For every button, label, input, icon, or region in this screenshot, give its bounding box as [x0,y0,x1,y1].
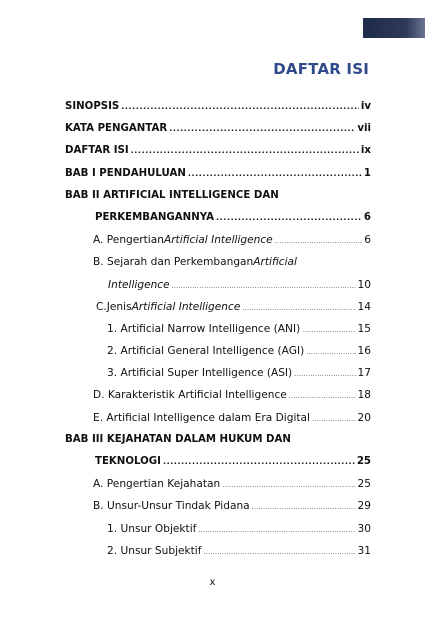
toc-dot-leader [121,96,359,118]
toc-page-number: 31 [357,544,371,557]
toc-page-number: 25 [356,456,371,467]
toc-page-number: 14 [357,300,371,313]
toc-entry-label: A. Pengertian Kejahatan [93,478,221,491]
toc-dot-leader [172,276,356,298]
toc-entry-label: D. Karakteristik Artificial Intelligence [93,389,287,402]
toc-entry-label: TEKNOLOGI [95,456,161,467]
toc-entry-label: 2. Unsur Subjektif [107,544,202,557]
toc-entry [65,451,371,473]
toc-page-number: 29 [357,500,371,513]
toc-entry [65,207,371,229]
toc-entry-label: B. Unsur-Unsur Tindak Pidana [93,500,250,513]
toc-entry [65,274,371,296]
toc-dot-leader [188,163,362,185]
toc-dot-leader [131,140,359,162]
toc-dot-leader [312,409,356,431]
toc-entry [65,229,371,251]
toc-entry-label: KATA PENGANTAR [65,123,168,135]
toc-entry-label: E. Artificial Intelligence dalam Era Digital [93,411,310,424]
toc-dot-leader [306,342,355,364]
toc-entry [65,163,371,185]
toc-entry [65,140,371,162]
toc-entry-label: 2. Artificial General Intelligence (AGI) [107,345,305,358]
table-of-contents [65,96,371,562]
toc-entry [65,340,371,362]
toc-entry-label: B. Sejarah dan Perkembangan [93,256,254,269]
toc-entry-label: BAB I PENDAHULUAN [65,167,186,179]
toc-entry [65,185,371,207]
toc-page-number: ix [360,145,371,157]
toc-entry [65,429,371,451]
toc-entry-label: 1. Artificial Narrow Intelligence (ANI) [107,322,301,335]
toc-page-number: 16 [357,345,371,358]
toc-entry-label-italic: Artificial Intelligence [163,234,273,247]
toc-entry-label: 3. Artificial Super Intelligence (ASI) [107,367,293,380]
toc-entry [65,384,371,406]
toc-entry-label: SINOPSIS [65,101,120,112]
toc-dot-leader [169,118,355,140]
toc-page-number: vii [357,123,371,135]
toc-entry [65,318,371,340]
toc-entry [65,118,371,140]
toc-entry-label: DAFTAR ISI [65,145,129,157]
toc-dot-leader [198,520,355,542]
toc-entry-label-italic: Artificial Intelligence [131,300,241,313]
toc-page-number: 1 [363,167,371,179]
toc-dot-leader [275,231,363,253]
toc-dot-leader [302,320,355,342]
toc-entry-label: A. Pengertian [93,234,164,247]
page-number: x [209,577,216,588]
toc-entry [65,251,371,273]
toc-entry [65,518,371,540]
toc-dot-leader [216,207,362,229]
toc-page-number: 6 [364,234,371,247]
toc-entry-label: BAB III KEJAHATAN DALAM HUKUM DAN [65,433,291,445]
toc-dot-leader [294,364,355,386]
toc-entry [65,495,371,517]
toc-page-number: 30 [357,522,371,535]
toc-page-number: iv [360,101,371,112]
page-title: DAFTAR ISI [273,60,369,78]
toc-page-number: 18 [357,389,371,402]
toc-page-number: 17 [357,367,371,380]
toc-entry-label: PERKEMBANGANNYA [95,211,215,223]
toc-entry [65,362,371,384]
toc-dot-leader [242,298,355,320]
toc-entry [65,473,371,495]
toc-dot-leader [289,386,356,408]
toc-page-number: 15 [357,322,371,335]
toc-entry [65,96,371,118]
toc-dot-leader [204,542,356,564]
toc-dot-leader [222,475,355,497]
toc-entry-label: C.Jenis [96,300,132,313]
toc-entry [65,407,371,429]
toc-entry-label: BAB II ARTIFICIAL INTELLIGENCE DAN [65,189,279,201]
toc-dot-leader [163,451,355,473]
toc-entry-label: 1. Unsur Objektif [107,522,197,535]
toc-entry-label-italic: Intelligence [108,278,170,291]
toc-dot-leader [252,497,356,519]
toc-page-number: 6 [363,211,371,223]
toc-entry-label-italic: Artificial [253,256,297,269]
toc-page-number: 10 [357,278,371,291]
toc-page-number: 25 [357,478,371,491]
toc-page-number: 20 [357,411,371,424]
toc-entry [65,540,371,562]
toc-entry [65,296,371,318]
corner-tab-decoration [363,18,425,38]
